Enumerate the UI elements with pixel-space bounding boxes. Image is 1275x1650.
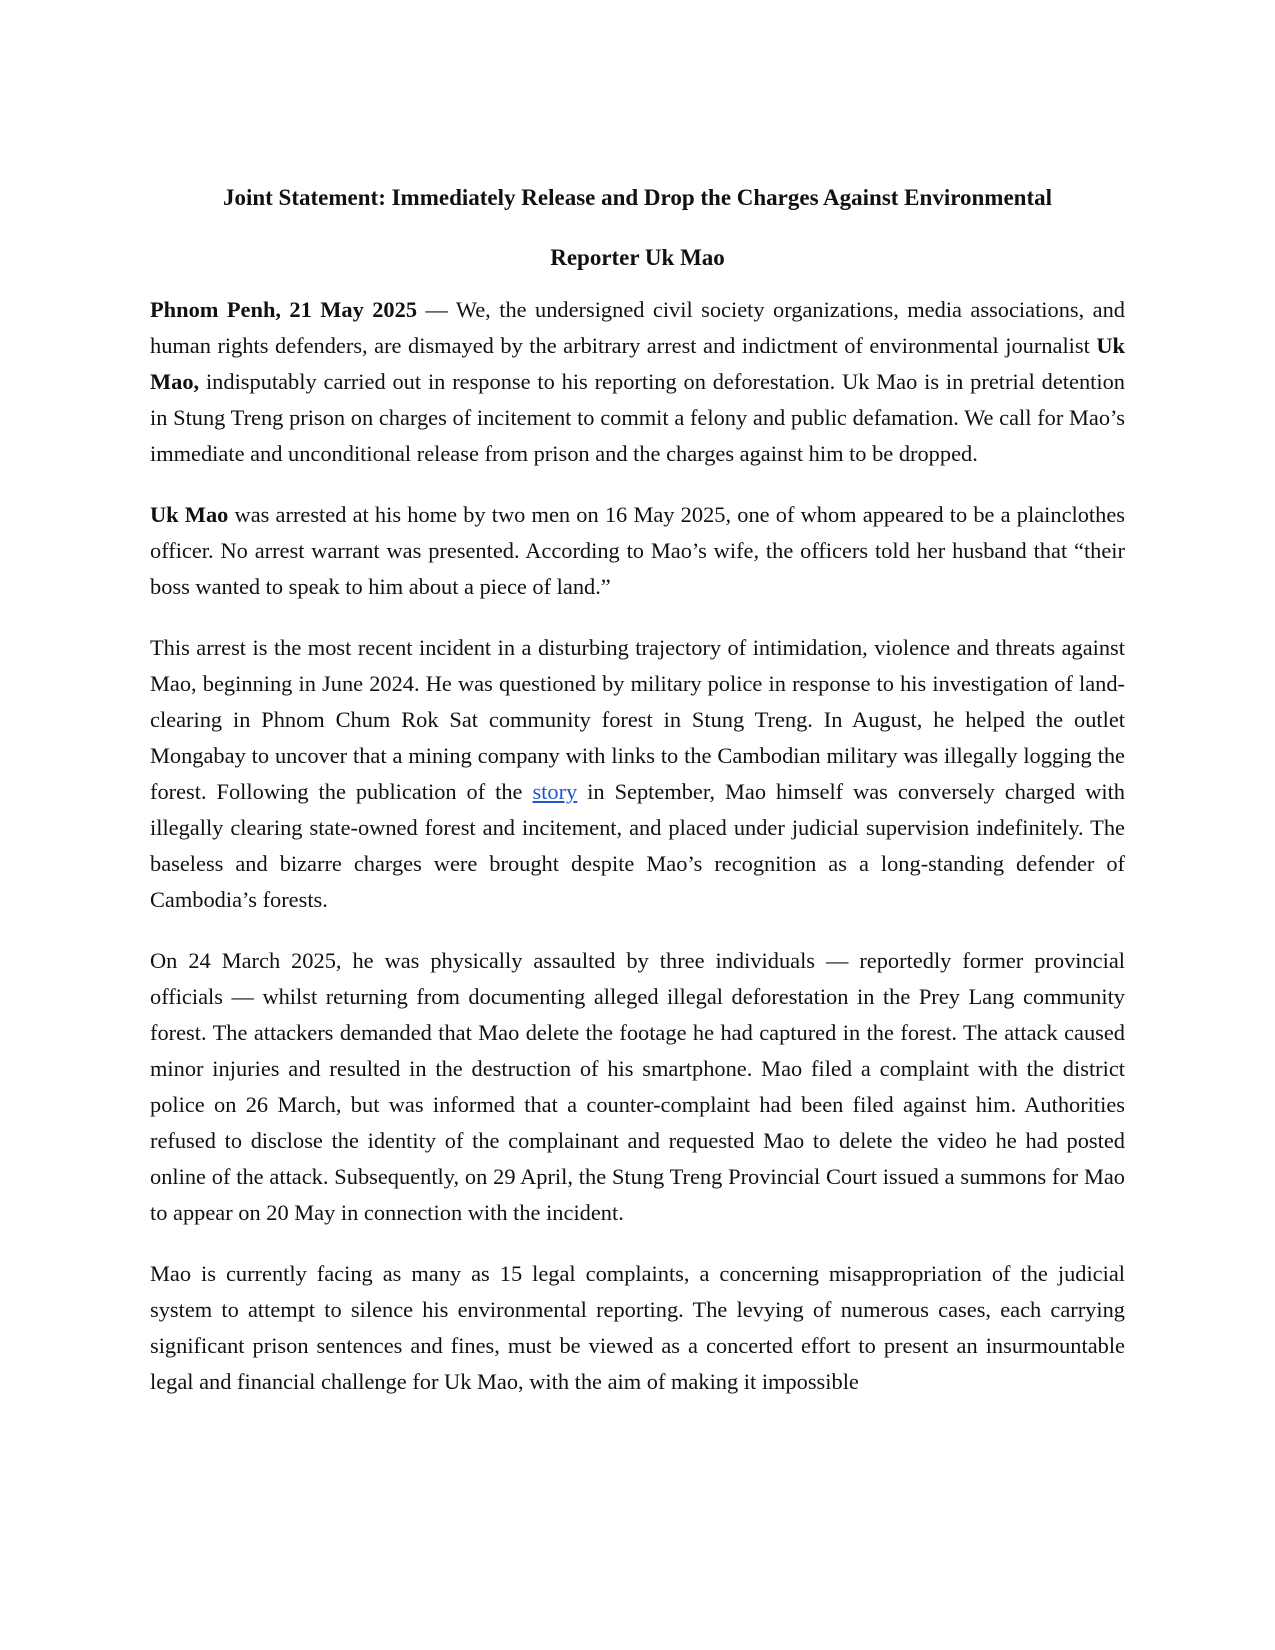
title-line-1: Joint Statement: Immediately Release and Drop the Charges Against Environmental [222, 185, 1053, 210]
journalist-name-2: Uk Mao [150, 502, 229, 527]
document-body [150, 292, 1125, 1400]
document-title [150, 168, 1125, 288]
paragraph-2-text: was arrested at his home by two men on 16 May 2025, one of whom appeared to be a plainclothes officer. No arrest warrant was presented. According to Mao’s wife, the officers told her husband that “their boss wanted to speak to him about a piece of land.” [150, 502, 1125, 599]
paragraph-4 [150, 943, 1125, 1231]
paragraph-3-text-a: This arrest is the most recent incident in a disturbing trajectory of intimidation, violence and threats against Mao, beginning in June 2024. He was questioned by military police in response to his investigation of land-clearing in Phnom Chum Rok Sat community forest in Stung Treng. In August, he helped the outlet Mongabay to uncover that a mining company with links to the Cambodian military was illegally logging the forest. Following the publication of the [150, 635, 1125, 804]
paragraph-4-text: On 24 March 2025, he was physically assaulted by three individuals — reportedly former provincial officials — whilst returning from documenting alleged illegal deforestation in the Prey Lang community forest. The attackers demanded that Mao delete the footage he had captured in the forest. The attack caused minor injuries and resulted in the destruction of his smartphone. Mao filed a complaint with the district police on 26 March, but was informed that a counter-complaint had been filed against him. Authorities refused to disclose the identity of the complainant and requested Mao to delete the video he had posted online of the attack. Subsequently, on 29 April, the Stung Treng Provincial Court issued a summons for Mao to appear on 20 May in connection with the incident. [150, 948, 1125, 1225]
dateline: Phnom Penh, 21 May 2025 [150, 297, 418, 322]
paragraph-3 [150, 630, 1125, 918]
paragraph-1-text-b: indisputably carried out in response to his reporting on deforestation. Uk Mao is in pretrial detention in Stung Treng prison on charges of incitement to commit a felony and public defamation. We call for Mao’s immediate and unconditional release from prison and the charges against him to be dropped. [150, 369, 1125, 466]
paragraph-2 [150, 497, 1125, 605]
paragraph-5-text: Mao is currently facing as many as 15 legal complaints, a concerning misappropriation of the judicial system to attempt to silence his environmental reporting. The levying of numerous cases, each carrying significant prison sentences and fines, must be viewed as a concerted effort to present an insurmountable legal and financial challenge for Uk Mao, with the aim of making it impossible [150, 1261, 1125, 1394]
story-link[interactable]: story [532, 779, 578, 804]
paragraph-1-text-a: — We, the undersigned civil society organizations, media associations, and human rights defenders, are dismayed by the arbitrary arrest and indictment of environmental journalist [150, 297, 1125, 358]
paragraph-1 [150, 292, 1125, 472]
journalist-name: Uk Mao, [150, 333, 1125, 394]
paragraph-5 [150, 1256, 1125, 1400]
paragraph-3-text-b: in September, Mao himself was conversely charged with illegally clearing state-owned forest and incitement, and placed under judicial supervision indefinitely. The baseless and bizarre charges were brought despite Mao’s recognition as a long-standing defender of Cambodia’s forests. [150, 779, 1125, 912]
title-line-2: Reporter Uk Mao [550, 245, 725, 270]
